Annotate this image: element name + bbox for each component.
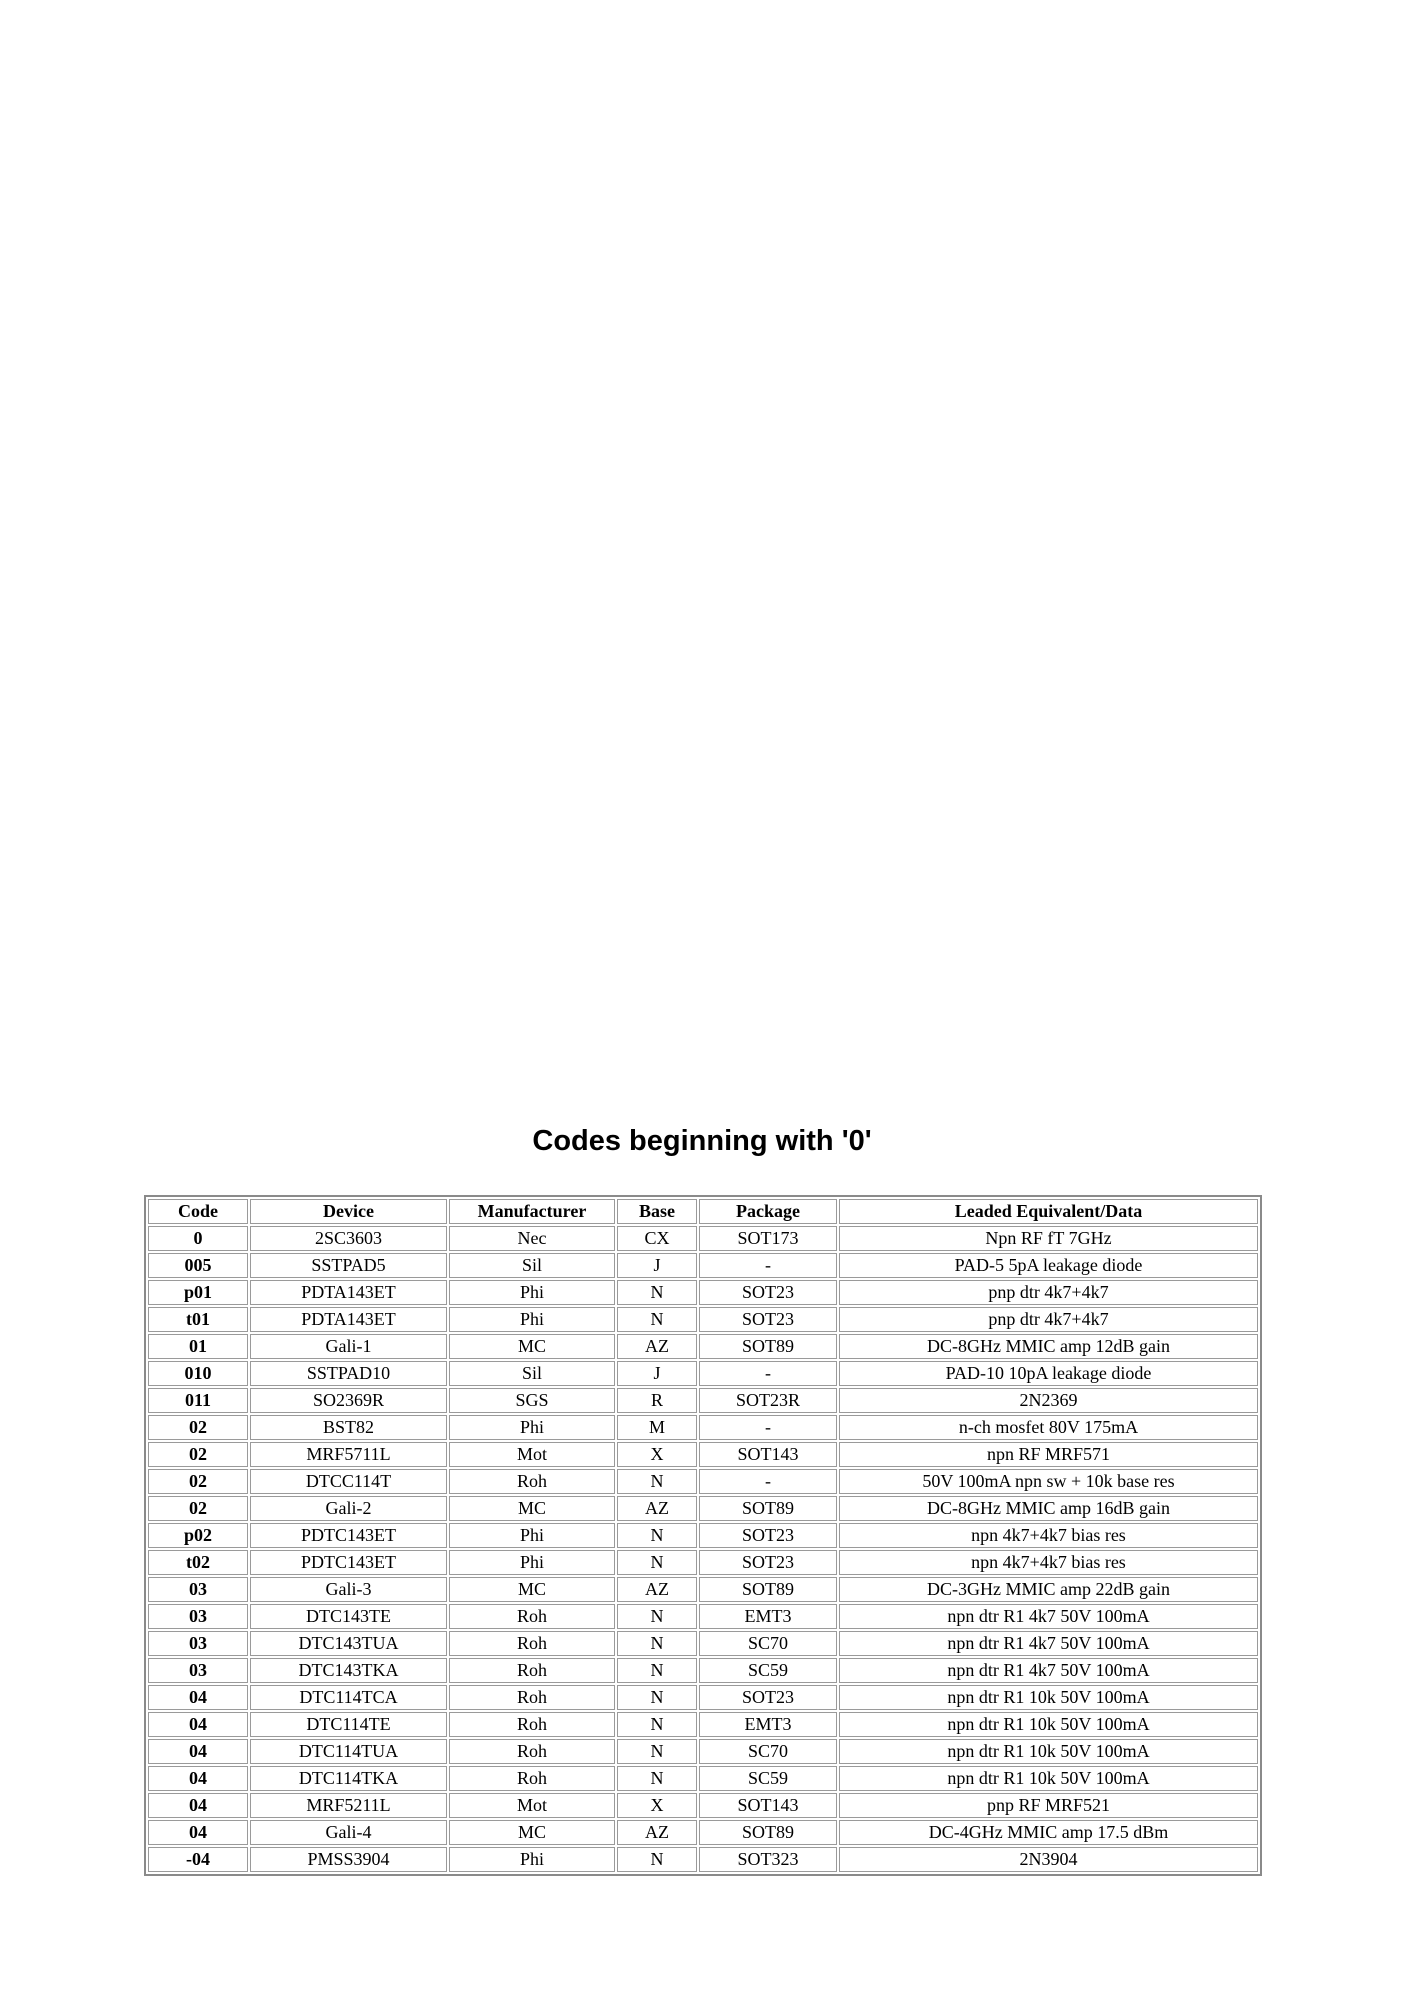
cell-leaded-equivalent: DC-8GHz MMIC amp 12dB gain: [839, 1334, 1258, 1359]
table-row: [148, 1226, 1258, 1251]
cell-base: N: [617, 1739, 697, 1764]
cell-manufacturer: Mot: [449, 1793, 615, 1818]
cell-manufacturer: MC: [449, 1334, 615, 1359]
cell-device: MRF5711L: [250, 1442, 447, 1467]
cell-manufacturer: Mot: [449, 1442, 615, 1467]
cell-package: -: [699, 1415, 837, 1440]
table-header-row: [148, 1199, 1258, 1224]
cell-leaded-equivalent: Npn RF fT 7GHz: [839, 1226, 1258, 1251]
cell-base: X: [617, 1442, 697, 1467]
cell-code: 04: [148, 1712, 248, 1737]
cell-device: Gali-2: [250, 1496, 447, 1521]
cell-code: 03: [148, 1631, 248, 1656]
header-leaded-equivalent: Leaded Equivalent/Data: [839, 1199, 1258, 1224]
table-row: [148, 1820, 1258, 1845]
cell-leaded-equivalent: npn 4k7+4k7 bias res: [839, 1523, 1258, 1548]
cell-package: SOT323: [699, 1847, 837, 1872]
cell-base: AZ: [617, 1820, 697, 1845]
cell-manufacturer: Phi: [449, 1550, 615, 1575]
cell-package: SOT89: [699, 1820, 837, 1845]
cell-leaded-equivalent: 2N3904: [839, 1847, 1258, 1872]
cell-manufacturer: Roh: [449, 1685, 615, 1710]
cell-device: DTC114TCA: [250, 1685, 447, 1710]
cell-base: N: [617, 1523, 697, 1548]
cell-package: SOT89: [699, 1577, 837, 1602]
cell-leaded-equivalent: pnp RF MRF521: [839, 1793, 1258, 1818]
cell-device: PDTC143ET: [250, 1523, 447, 1548]
cell-leaded-equivalent: PAD-5 5pA leakage diode: [839, 1253, 1258, 1278]
cell-leaded-equivalent: npn dtr R1 10k 50V 100mA: [839, 1685, 1258, 1710]
cell-code: 04: [148, 1685, 248, 1710]
cell-leaded-equivalent: npn RF MRF571: [839, 1442, 1258, 1467]
table-row: [148, 1361, 1258, 1386]
cell-base: N: [617, 1280, 697, 1305]
cell-package: SOT23: [699, 1685, 837, 1710]
cell-code: 03: [148, 1577, 248, 1602]
cell-device: PDTC143ET: [250, 1550, 447, 1575]
table-row: [148, 1685, 1258, 1710]
table-row: [148, 1712, 1258, 1737]
cell-code: p02: [148, 1523, 248, 1548]
cell-package: SOT23: [699, 1523, 837, 1548]
cell-package: EMT3: [699, 1712, 837, 1737]
table-row: [148, 1388, 1258, 1413]
cell-code: t01: [148, 1307, 248, 1332]
cell-manufacturer: Phi: [449, 1307, 615, 1332]
cell-leaded-equivalent: npn dtr R1 10k 50V 100mA: [839, 1712, 1258, 1737]
cell-code: 02: [148, 1469, 248, 1494]
table-row: [148, 1766, 1258, 1791]
table-row: [148, 1793, 1258, 1818]
cell-base: N: [617, 1766, 697, 1791]
table-row: [148, 1847, 1258, 1872]
cell-device: DTCC114T: [250, 1469, 447, 1494]
table-row: [148, 1307, 1258, 1332]
cell-leaded-equivalent: pnp dtr 4k7+4k7: [839, 1307, 1258, 1332]
cell-package: SOT23: [699, 1280, 837, 1305]
page-title: Codes beginning with '0': [532, 1125, 872, 1157]
cell-code: 04: [148, 1820, 248, 1845]
cell-device: 2SC3603: [250, 1226, 447, 1251]
cell-code: p01: [148, 1280, 248, 1305]
cell-base: N: [617, 1550, 697, 1575]
cell-manufacturer: Phi: [449, 1847, 615, 1872]
header-device: Device: [250, 1199, 447, 1224]
codes-table: [144, 1195, 1262, 1876]
cell-device: Gali-3: [250, 1577, 447, 1602]
cell-leaded-equivalent: DC-4GHz MMIC amp 17.5 dBm: [839, 1820, 1258, 1845]
cell-code: 01: [148, 1334, 248, 1359]
cell-leaded-equivalent: DC-8GHz MMIC amp 16dB gain: [839, 1496, 1258, 1521]
cell-manufacturer: MC: [449, 1496, 615, 1521]
cell-package: SOT89: [699, 1496, 837, 1521]
table-row: [148, 1604, 1258, 1629]
cell-base: N: [617, 1604, 697, 1629]
cell-manufacturer: Roh: [449, 1739, 615, 1764]
table-row: [148, 1442, 1258, 1467]
cell-code: -04: [148, 1847, 248, 1872]
cell-device: PDTA143ET: [250, 1307, 447, 1332]
table-row: [148, 1577, 1258, 1602]
header-code: Code: [148, 1199, 248, 1224]
cell-package: -: [699, 1361, 837, 1386]
cell-base: N: [617, 1847, 697, 1872]
cell-package: SC59: [699, 1658, 837, 1683]
cell-code: 04: [148, 1739, 248, 1764]
cell-base: J: [617, 1361, 697, 1386]
cell-device: DTC114TE: [250, 1712, 447, 1737]
cell-code: 005: [148, 1253, 248, 1278]
cell-device: DTC114TKA: [250, 1766, 447, 1791]
cell-package: SC70: [699, 1739, 837, 1764]
table-row: [148, 1469, 1258, 1494]
cell-device: Gali-4: [250, 1820, 447, 1845]
cell-package: SC70: [699, 1631, 837, 1656]
table-row: [148, 1334, 1258, 1359]
cell-manufacturer: Sil: [449, 1361, 615, 1386]
cell-package: SOT89: [699, 1334, 837, 1359]
cell-package: SOT23R: [699, 1388, 837, 1413]
cell-code: t02: [148, 1550, 248, 1575]
cell-base: M: [617, 1415, 697, 1440]
cell-base: N: [617, 1658, 697, 1683]
cell-code: 0: [148, 1226, 248, 1251]
header-package: Package: [699, 1199, 837, 1224]
cell-leaded-equivalent: pnp dtr 4k7+4k7: [839, 1280, 1258, 1305]
cell-manufacturer: SGS: [449, 1388, 615, 1413]
cell-device: MRF5211L: [250, 1793, 447, 1818]
cell-package: SOT143: [699, 1793, 837, 1818]
cell-device: DTC114TUA: [250, 1739, 447, 1764]
table-row: [148, 1739, 1258, 1764]
cell-leaded-equivalent: PAD-10 10pA leakage diode: [839, 1361, 1258, 1386]
cell-package: SOT143: [699, 1442, 837, 1467]
cell-base: AZ: [617, 1334, 697, 1359]
cell-base: N: [617, 1469, 697, 1494]
cell-base: AZ: [617, 1496, 697, 1521]
cell-device: PMSS3904: [250, 1847, 447, 1872]
cell-code: 03: [148, 1604, 248, 1629]
cell-code: 03: [148, 1658, 248, 1683]
cell-manufacturer: Roh: [449, 1712, 615, 1737]
cell-manufacturer: Roh: [449, 1766, 615, 1791]
cell-package: EMT3: [699, 1604, 837, 1629]
table-body: [148, 1226, 1258, 1872]
cell-device: DTC143TKA: [250, 1658, 447, 1683]
cell-base: N: [617, 1685, 697, 1710]
cell-leaded-equivalent: npn 4k7+4k7 bias res: [839, 1550, 1258, 1575]
table-row: [148, 1523, 1258, 1548]
cell-leaded-equivalent: 2N2369: [839, 1388, 1258, 1413]
cell-device: PDTA143ET: [250, 1280, 447, 1305]
cell-leaded-equivalent: npn dtr R1 10k 50V 100mA: [839, 1766, 1258, 1791]
header-base: Base: [617, 1199, 697, 1224]
cell-device: BST82: [250, 1415, 447, 1440]
table-row: [148, 1253, 1258, 1278]
cell-base: AZ: [617, 1577, 697, 1602]
cell-package: SOT173: [699, 1226, 837, 1251]
cell-manufacturer: Phi: [449, 1415, 615, 1440]
cell-package: -: [699, 1469, 837, 1494]
cell-code: 02: [148, 1442, 248, 1467]
cell-base: N: [617, 1631, 697, 1656]
cell-leaded-equivalent: n-ch mosfet 80V 175mA: [839, 1415, 1258, 1440]
cell-manufacturer: Roh: [449, 1469, 615, 1494]
cell-manufacturer: Sil: [449, 1253, 615, 1278]
cell-code: 04: [148, 1766, 248, 1791]
cell-device: Gali-1: [250, 1334, 447, 1359]
cell-base: CX: [617, 1226, 697, 1251]
table-row: [148, 1496, 1258, 1521]
cell-code: 011: [148, 1388, 248, 1413]
table-row: [148, 1280, 1258, 1305]
cell-device: SSTPAD10: [250, 1361, 447, 1386]
cell-device: SSTPAD5: [250, 1253, 447, 1278]
cell-leaded-equivalent: npn dtr R1 4k7 50V 100mA: [839, 1604, 1258, 1629]
cell-device: DTC143TE: [250, 1604, 447, 1629]
cell-base: J: [617, 1253, 697, 1278]
cell-base: N: [617, 1307, 697, 1332]
cell-leaded-equivalent: DC-3GHz MMIC amp 22dB gain: [839, 1577, 1258, 1602]
cell-manufacturer: Roh: [449, 1658, 615, 1683]
cell-manufacturer: Phi: [449, 1280, 615, 1305]
cell-package: SOT23: [699, 1550, 837, 1575]
cell-leaded-equivalent: 50V 100mA npn sw + 10k base res: [839, 1469, 1258, 1494]
cell-manufacturer: Roh: [449, 1631, 615, 1656]
cell-device: SO2369R: [250, 1388, 447, 1413]
table-row: [148, 1658, 1258, 1683]
cell-manufacturer: MC: [449, 1820, 615, 1845]
cell-code: 04: [148, 1793, 248, 1818]
table-row: [148, 1631, 1258, 1656]
cell-code: 010: [148, 1361, 248, 1386]
cell-device: DTC143TUA: [250, 1631, 447, 1656]
table-row: [148, 1550, 1258, 1575]
cell-leaded-equivalent: npn dtr R1 4k7 50V 100mA: [839, 1631, 1258, 1656]
cell-code: 02: [148, 1496, 248, 1521]
table-row: [148, 1415, 1258, 1440]
cell-base: R: [617, 1388, 697, 1413]
codes-table-container: [144, 1195, 1262, 1876]
cell-manufacturer: Nec: [449, 1226, 615, 1251]
cell-manufacturer: Phi: [449, 1523, 615, 1548]
cell-manufacturer: MC: [449, 1577, 615, 1602]
cell-base: N: [617, 1712, 697, 1737]
cell-package: -: [699, 1253, 837, 1278]
cell-manufacturer: Roh: [449, 1604, 615, 1629]
cell-code: 02: [148, 1415, 248, 1440]
cell-base: X: [617, 1793, 697, 1818]
cell-leaded-equivalent: npn dtr R1 4k7 50V 100mA: [839, 1658, 1258, 1683]
cell-package: SC59: [699, 1766, 837, 1791]
cell-package: SOT23: [699, 1307, 837, 1332]
cell-leaded-equivalent: npn dtr R1 10k 50V 100mA: [839, 1739, 1258, 1764]
header-manufacturer: Manufacturer: [449, 1199, 615, 1224]
